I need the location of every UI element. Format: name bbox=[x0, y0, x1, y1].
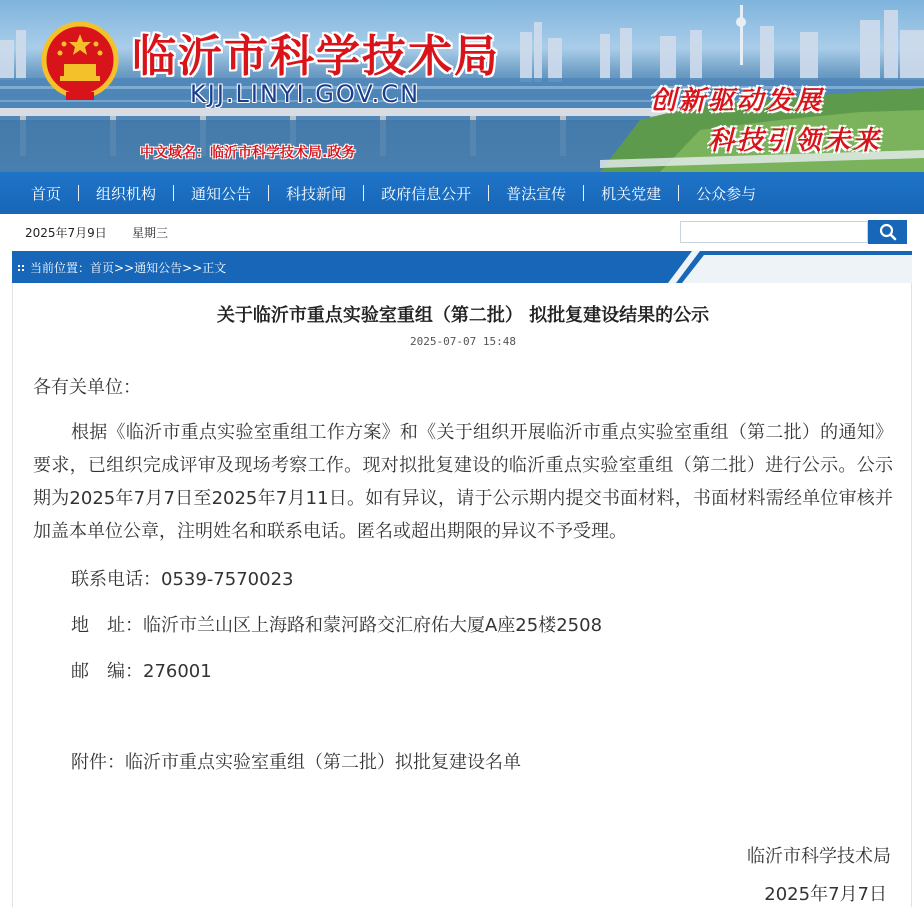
nav-item-tech-news[interactable]: 科技新闻 bbox=[286, 184, 347, 203]
site-title: 临沂市科学技术局 bbox=[132, 31, 500, 82]
article-container bbox=[12, 283, 912, 907]
article-title: 关于临沂市重点实验室重组（第二批） 拟批复建设结果的公示 bbox=[216, 305, 710, 326]
main-nav bbox=[0, 172, 924, 214]
nav-item-organization[interactable]: 组织机构 bbox=[96, 184, 157, 203]
contact-address: 地 址：临沂市兰山区上海路和蒙河路交汇府佑大厦A座25楼2508 bbox=[71, 615, 603, 636]
slogan-line-2: 科技引领未来 bbox=[708, 126, 883, 156]
slogan-line-1: 创新驱动发展 bbox=[650, 86, 825, 116]
attachment-link[interactable]: 附件：临沂市重点实验室重组（第二批）拟批复建设名单 bbox=[71, 752, 521, 773]
breadcrumb-bar bbox=[12, 251, 912, 283]
site-banner bbox=[0, 0, 924, 172]
current-weekday: 星期三 bbox=[132, 226, 169, 240]
contact-zipcode: 邮 编：276001 bbox=[71, 661, 212, 682]
article-body-paragraph: 根据《临沂市重点实验室重组工作方案》和《关于组织开展临沂市重点实验室重组（第二批）的通知》要求，已组织完成评审及现场考察工作。现对拟批复建设的临沂重点实验室重组（第二批）进行公示。公示期为2025年7月7日至2025年7月11日。如有异议，请于公示期内提交书面材料，书面材料需经单位审核并加盖本单位公章，注明姓名和联系电话。匿名或超出期限的异议不予受理。 bbox=[33, 422, 893, 542]
breadcrumb-notices-link[interactable]: 通知公告 bbox=[134, 261, 183, 275]
article-salutation: 各有关单位： bbox=[33, 377, 141, 398]
national-emblem-icon bbox=[40, 20, 120, 102]
nav-item-public[interactable]: 公众参与 bbox=[696, 184, 757, 203]
nav-item-party[interactable]: 机关党建 bbox=[601, 184, 662, 203]
search-button[interactable] bbox=[868, 220, 907, 244]
current-date: 2025年7月9日 bbox=[25, 226, 107, 240]
nav-separator bbox=[268, 185, 269, 201]
nav-separator bbox=[363, 185, 364, 201]
search-icon bbox=[879, 223, 897, 241]
breadcrumb-separator: >> bbox=[114, 260, 135, 275]
nav-separator bbox=[678, 185, 679, 201]
signature-date: 2025年7月7日 bbox=[764, 884, 887, 905]
breadcrumb bbox=[18, 259, 226, 276]
nav-separator bbox=[488, 185, 489, 201]
nav-item-legal[interactable]: 普法宣传 bbox=[506, 184, 567, 203]
signature-organization: 临沂市科学技术局 bbox=[747, 846, 891, 867]
article-publish-time: 2025-07-07 15:48 bbox=[410, 335, 516, 348]
nav-item-notices[interactable]: 通知公告 bbox=[191, 184, 252, 203]
chinese-domain-label: 中文域名：临沂市科学技术局.政务 bbox=[140, 145, 356, 161]
breadcrumb-current: 正文 bbox=[202, 261, 227, 275]
nav-separator bbox=[78, 185, 79, 201]
breadcrumb-separator: >> bbox=[182, 260, 203, 275]
nav-item-gov-info[interactable]: 政府信息公开 bbox=[381, 184, 472, 203]
breadcrumb-home-link[interactable]: 首页 bbox=[90, 261, 115, 275]
contact-phone: 联系电话：0539-7570023 bbox=[71, 569, 294, 590]
nav-separator bbox=[583, 185, 584, 201]
search-input[interactable] bbox=[680, 221, 868, 243]
nav-separator bbox=[173, 185, 174, 201]
site-domain: KJJ.LINYI.GOV.CN bbox=[190, 80, 421, 108]
bullet-grid-icon bbox=[18, 265, 24, 271]
nav-item-home[interactable]: 首页 bbox=[31, 184, 62, 203]
breadcrumb-prefix: 当前位置： bbox=[30, 261, 91, 275]
